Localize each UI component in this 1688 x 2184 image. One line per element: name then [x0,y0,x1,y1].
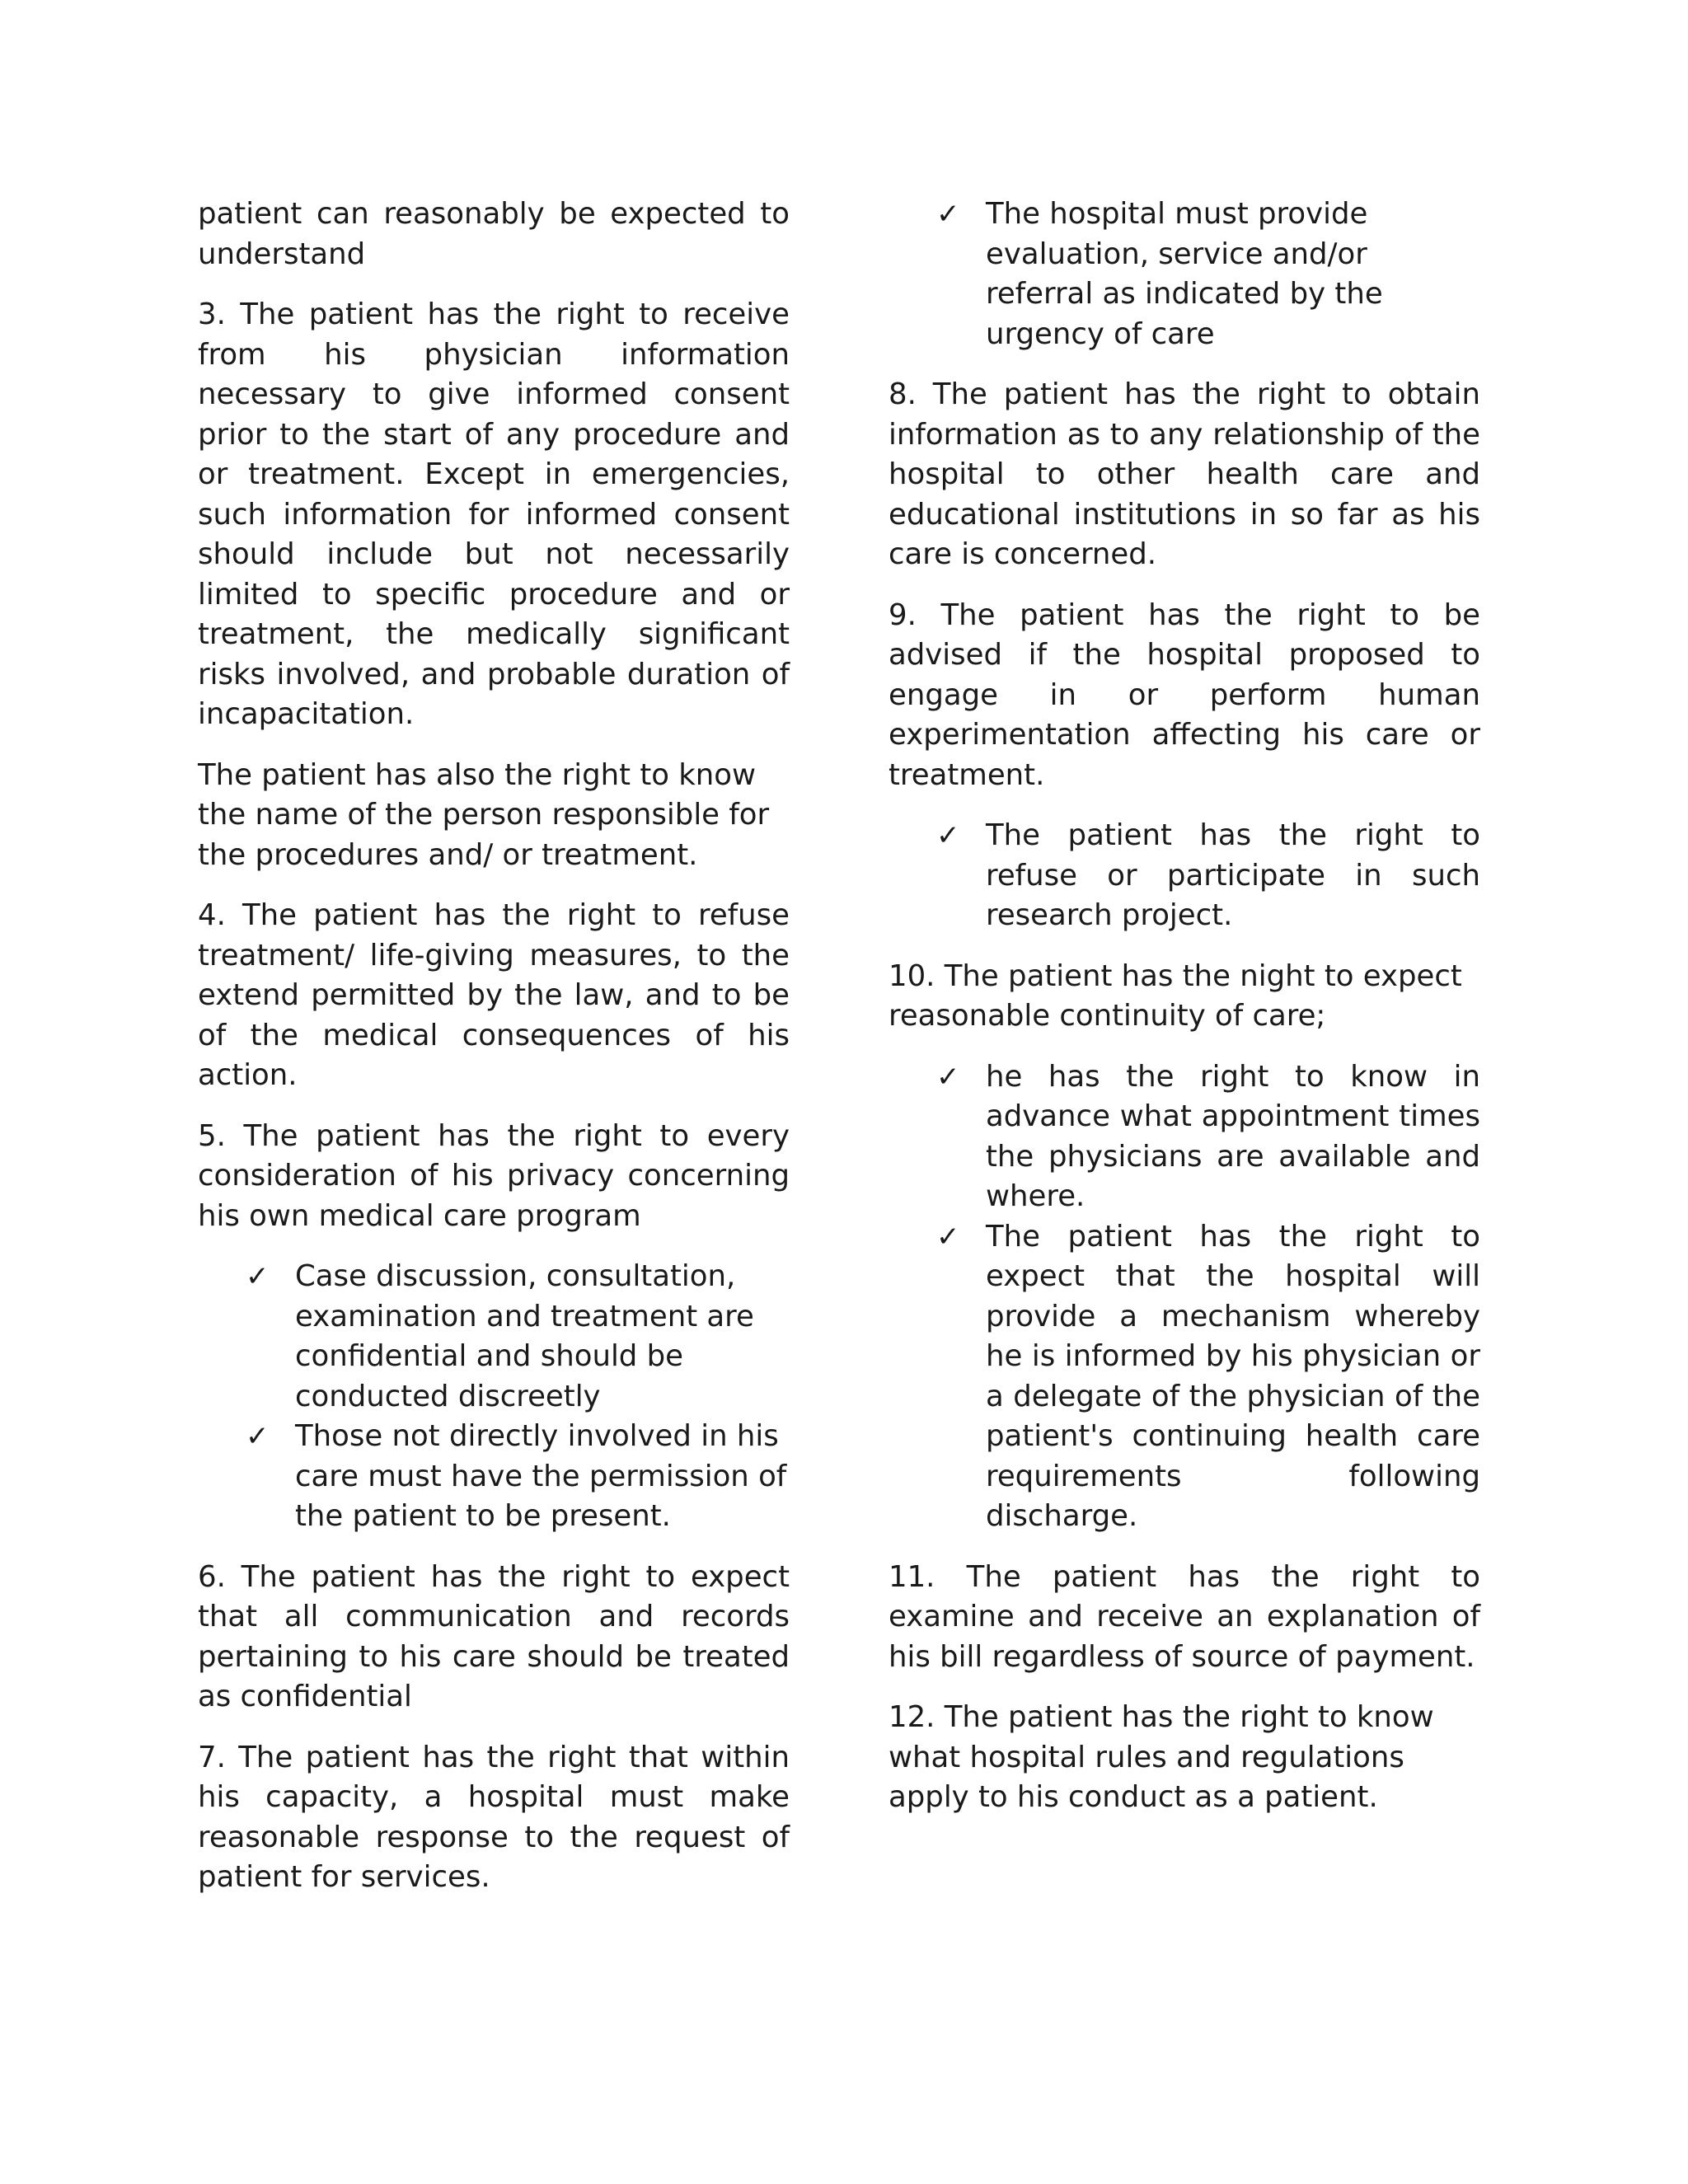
check-icon: ✓ [246,1260,270,1293]
paragraph-right-10: 10. The patient has the night to expect reasonable continuity of care; [889,958,1462,1033]
left-column [198,194,790,1919]
checklist-right-9 [889,816,1480,936]
list-item [246,1257,790,1417]
checklist-right-10 [889,1057,1480,1537]
check-icon: ✓ [936,1220,960,1254]
paragraph-right-4: 4. The patient has the right to refuse treatment/ life-giving measures, to the extend permitted by the law, and to be of the medical consequences of his action. [198,898,790,1092]
list-item-text: The patient has the right to expect that the hospital will provide a mechanism whereby he is informed by his physician or a delegate of the physician of the patient's continuing health care requirements following discharge. [986,1219,1480,1533]
paragraph-right-3-note: The patient has also the right to know the name of the person responsible for the procedures and/ or treatment. [198,757,770,872]
check-icon: ✓ [936,1060,960,1094]
paragraph-right-8: 8. The patient has the right to obtain information as to any relationship of the hospital to other health care and educational institutions in so far as his care is concerned. [889,377,1480,571]
checklist-right-7 [889,194,1480,354]
check-icon: ✓ [246,1420,270,1453]
paragraph-right-7: 7. The patient has the right that within his capacity, a hospital must make reasonable response to the request of patient for services. [198,1740,790,1894]
list-item [936,1217,1480,1537]
list-item [936,1057,1480,1217]
paragraph-right-3: 3. The patient has the right to receive from his physician information necessary to give informed consent prior to the start of any procedure and or treatment. Except in emergencies, such information for informed consent should include but not necessarily limited to specific procedure and or treatment, the medically significant risks involved, and probable duration of incapacitation. [198,298,790,731]
check-icon: ✓ [936,819,960,852]
check-icon: ✓ [936,198,960,231]
list-item-text: he has the right to know in advance what appointment times the physicians are available and where. [986,1059,1480,1213]
checklist-right-5 [198,1257,790,1537]
list-item-text: Case discussion, consultation, examination and treatment are confidential and should be conducted discreetly [295,1259,754,1413]
paragraph-right-12: 12. The patient has the right to know what hospital rules and regulations apply to his conduct as a patient. [889,1700,1434,1814]
paragraph-right-9: 9. The patient has the right to be advised if the hospital proposed to engage in or perform human experimentation affecting his care or treatment. [889,598,1480,792]
list-item-text: The patient has the right to refuse or participate in such research project. [986,818,1480,932]
list-item-text: Those not directly involved in his care must have the permission of the patient to be present. [295,1419,787,1533]
list-item [936,816,1480,936]
paragraph-right-5: 5. The patient has the right to every consideration of his privacy concerning his own medical care program [198,1118,790,1233]
paragraph-right-6: 6. The patient has the right to expect that all communication and records pertaining to his care should be treated as confidential [198,1559,790,1713]
right-column [889,194,1480,1839]
list-item [246,1417,790,1537]
paragraph-right-11: 11. The patient has the right to examine and receive an explanation of his bill regardless of source of payment. [889,1559,1480,1674]
list-item-text: The hospital must provide evaluation, service and/or referral as indicated by the urgency of care [986,197,1383,351]
list-item [936,194,1480,354]
paragraph-intro: patient can reasonably be expected to understand [198,197,790,271]
